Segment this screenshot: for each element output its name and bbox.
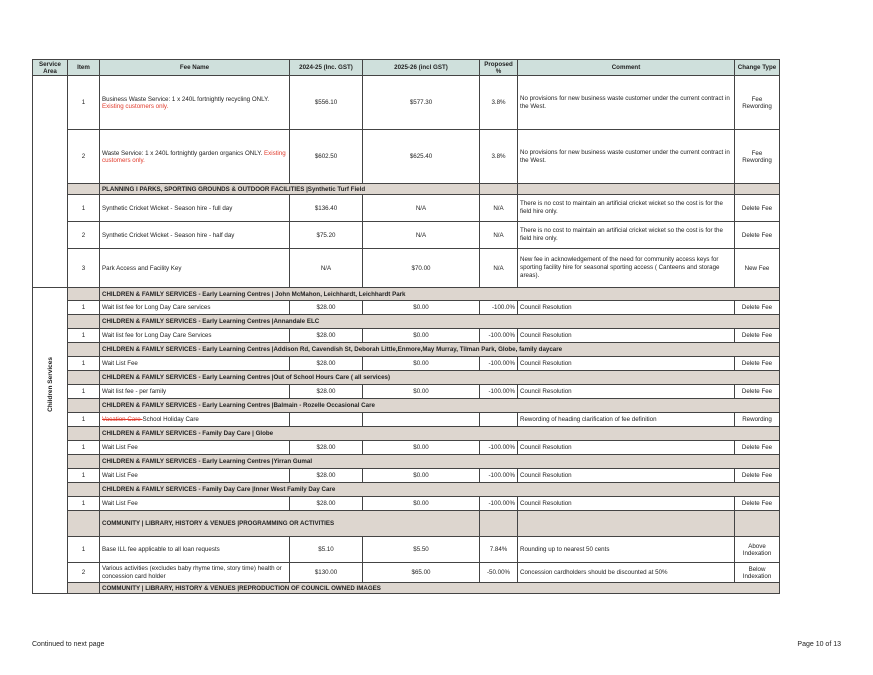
- proposed-percent: -100.00%: [480, 385, 518, 399]
- change-type: Fee Rewording: [735, 130, 780, 184]
- fee-name: Wait List Fee: [100, 357, 290, 371]
- section-heading: CHILDREN & FAMILY SERVICES - Early Learning Centres |Yirran Gumal: [100, 455, 780, 469]
- fee-2024-25: $602.50: [290, 130, 363, 184]
- section-heading: PLANNING I PARKS, SPORTING GROUNDS & OUTDOOR FACILITIES |Synthetic Turf Field: [100, 184, 480, 195]
- heading-blank: [480, 184, 518, 195]
- change-type: Delete Fee: [735, 329, 780, 343]
- item-number: 1: [68, 329, 100, 343]
- header-item: Item: [68, 60, 100, 76]
- comment: There is no cost to maintain an artificial cricket wicket so the cost is for the field hire only.: [518, 222, 735, 249]
- fee-2024-25: $130.00: [290, 563, 363, 583]
- item-number: 1: [68, 357, 100, 371]
- fee-name: Various activities (excludes baby rhyme time, story time) health or concession card holder: [100, 563, 290, 583]
- fee-2024-25: $75.20: [290, 222, 363, 249]
- fee-name-note: Existing customers only.: [102, 149, 286, 164]
- item-number: 2: [68, 563, 100, 583]
- section-heading-row: [33, 315, 780, 329]
- fee-2024-25: $28.00: [290, 385, 363, 399]
- header-comment: Comment: [518, 60, 735, 76]
- comment: Council Resolution: [518, 301, 735, 315]
- section-heading: CHILDREN & FAMILY SERVICES - Early Learning Centres | John McMahon, Leichhardt, Leichhardt Park: [100, 288, 780, 301]
- proposed-percent: -100.00%: [480, 357, 518, 371]
- heading-blank: [480, 511, 518, 537]
- table-row: [33, 563, 780, 583]
- section-heading: CHILDREN & FAMILY SERVICES - Early Learning Centres |Balmain - Rozelle Occasional Care: [100, 399, 780, 413]
- item-number: 1: [68, 76, 100, 130]
- header-proposed: Proposed %: [480, 60, 518, 76]
- change-type: New Fee: [735, 249, 780, 288]
- fee-2024-25: $28.00: [290, 357, 363, 371]
- heading-blank: [518, 511, 735, 537]
- table-row: [33, 76, 780, 130]
- table-row: [33, 222, 780, 249]
- fee-name: Wait List Fee: [100, 469, 290, 483]
- comment: New fee in acknowledgement of the need for community access keys for sporting facility hire for seasonal sporting access ( Canteens and storage areas).: [518, 249, 735, 288]
- comment: Council Resolution: [518, 357, 735, 371]
- table-row: [33, 301, 780, 315]
- section-heading: COMMUNITY | LIBRARY, HISTORY & VENUES |PROGRAMMING OR ACTIVITIES: [100, 511, 480, 537]
- change-type: Above Indexation: [735, 537, 780, 563]
- heading-item-cell: [68, 455, 100, 469]
- comment: Council Resolution: [518, 385, 735, 399]
- fee-name-struck: Vacation Care: [102, 416, 143, 423]
- fee-name: [100, 413, 290, 427]
- heading-item-cell: [68, 343, 100, 357]
- section-heading: CHILDREN & FAMILY SERVICES - Early Learning Centres |Annandale ELC: [100, 315, 780, 329]
- change-type: Delete Fee: [735, 222, 780, 249]
- change-type: Delete Fee: [735, 441, 780, 455]
- heading-item-cell: [68, 399, 100, 413]
- heading-item-cell: [68, 315, 100, 329]
- table-row: [33, 195, 780, 222]
- header-2025-26: 2025-26 (incl GST): [363, 60, 480, 76]
- section-heading: CHILDREN & FAMILY SERVICES - Early Learning Centres |Addison Rd, Cavendish St, Deborah Little,Enmore,May Murray, Tilman Park, Globe, family daycare: [100, 343, 780, 357]
- children-services-cell: [33, 288, 68, 483]
- section-heading: CHILDREN & FAMILY SERVICES - Family Day Care |Inner West Family Day Care: [100, 483, 780, 497]
- section-heading: CHILDREN & FAMILY SERVICES - Early Learning Centres |Out of School Hours Care ( all services): [100, 371, 780, 385]
- fee-2025-26: N/A: [363, 222, 480, 249]
- comment: There is no cost to maintain an artificial cricket wicket so the cost is for the field hire only.: [518, 195, 735, 222]
- section-heading-row: [33, 511, 780, 537]
- fee-2025-26: $0.00: [363, 385, 480, 399]
- proposed-percent: -100.00%: [480, 497, 518, 511]
- fee-name: [100, 130, 290, 184]
- comment: No provisions for new business waste customer under the current contract in the West.: [518, 76, 735, 130]
- fee-name: Synthetic Cricket Wicket - Season hire - half day: [100, 222, 290, 249]
- proposed-percent: -100.00%: [480, 441, 518, 455]
- table-row: [33, 249, 780, 288]
- change-type: Delete Fee: [735, 469, 780, 483]
- fee-name: Synthetic Cricket Wicket - Season hire - full day: [100, 195, 290, 222]
- fee-name: Wait list fee for Long Day Care services: [100, 301, 290, 315]
- fee-name-text: Waste Service: 1 x 240L fortnightly garden organics ONLY.: [102, 149, 264, 157]
- fee-name: Wait list fee - per family: [100, 385, 290, 399]
- table-row: [33, 357, 780, 371]
- item-number: 1: [68, 497, 100, 511]
- fee-2025-26: $65.00: [363, 563, 480, 583]
- comment: Concession cardholders should be discounted at 50%: [518, 563, 735, 583]
- change-type: Delete Fee: [735, 357, 780, 371]
- section-heading-row: [33, 399, 780, 413]
- table-row: [33, 441, 780, 455]
- fee-2024-25: $28.00: [290, 329, 363, 343]
- table-row: [33, 413, 780, 427]
- proposed-percent: -100.00%: [480, 329, 518, 343]
- section-heading-row: [33, 184, 780, 195]
- fee-2025-26: $577.30: [363, 76, 480, 130]
- fee-2025-26: N/A: [363, 195, 480, 222]
- service-area-cell: [33, 483, 68, 594]
- item-number: 1: [68, 469, 100, 483]
- table-header-row: [33, 60, 780, 76]
- table-row: [33, 385, 780, 399]
- item-number: 1: [68, 537, 100, 563]
- proposed-percent: N/A: [480, 222, 518, 249]
- change-type: Fee Rewording: [735, 76, 780, 130]
- item-number: 3: [68, 249, 100, 288]
- change-type: Below Indexation: [735, 563, 780, 583]
- fee-schedule-page: [32, 59, 779, 594]
- proposed-percent: [480, 413, 518, 427]
- proposed-percent: N/A: [480, 249, 518, 288]
- change-type: Rewording: [735, 413, 780, 427]
- fee-2024-25: $5.10: [290, 537, 363, 563]
- heading-item-cell: [68, 427, 100, 441]
- fee-2025-26: $0.00: [363, 357, 480, 371]
- proposed-percent: 3.8%: [480, 130, 518, 184]
- fee-name-note: Existing customers only.: [102, 102, 169, 110]
- fee-2025-26: $0.00: [363, 441, 480, 455]
- change-type: Delete Fee: [735, 385, 780, 399]
- fee-2025-26: $0.00: [363, 329, 480, 343]
- heading-item-cell: [68, 371, 100, 385]
- fee-2024-25: $136.40: [290, 195, 363, 222]
- table-row: [33, 497, 780, 511]
- heading-item-cell: [68, 583, 100, 594]
- fee-2025-26: [363, 413, 480, 427]
- fee-name-text: School Holiday Care: [142, 416, 199, 423]
- change-type: Delete Fee: [735, 497, 780, 511]
- fee-name: Wait List Fee: [100, 441, 290, 455]
- comment: No provisions for new business waste customer under the current contract in the West.: [518, 130, 735, 184]
- heading-item-cell: [68, 184, 100, 195]
- fee-2024-25: $28.00: [290, 441, 363, 455]
- fee-name: Base ILL fee applicable to all loan requests: [100, 537, 290, 563]
- fee-2025-26: $625.40: [363, 130, 480, 184]
- item-number: 2: [68, 222, 100, 249]
- fee-2025-26: $0.00: [363, 497, 480, 511]
- section-heading: COMMUNITY | LIBRARY, HISTORY & VENUES |REPRODUCTION OF COUNCIL OWNED IMAGES: [100, 583, 780, 594]
- item-number: 1: [68, 413, 100, 427]
- table-row: [33, 537, 780, 563]
- item-number: 1: [68, 301, 100, 315]
- comment: Council Resolution: [518, 497, 735, 511]
- fee-2024-25: $28.00: [290, 497, 363, 511]
- section-heading-row: [33, 427, 780, 441]
- fee-2025-26: $0.00: [363, 469, 480, 483]
- heading-blank: [735, 184, 780, 195]
- comment: Rounding up to nearest 50 cents: [518, 537, 735, 563]
- children-services-label: Children Services: [46, 356, 54, 412]
- proposed-percent: -50.00%: [480, 563, 518, 583]
- header-service-area: Service Area: [33, 60, 68, 76]
- change-type: Delete Fee: [735, 195, 780, 222]
- header-fee-name: Fee Name: [100, 60, 290, 76]
- comment: Rewording of heading clarification of fee definition: [518, 413, 735, 427]
- fee-table: [32, 59, 780, 594]
- proposed-percent: -100.0%: [480, 301, 518, 315]
- continued-note: Continued to next page: [32, 641, 105, 648]
- proposed-percent: -100.00%: [480, 469, 518, 483]
- section-heading-row: [33, 371, 780, 385]
- section-heading: CHILDREN & FAMILY SERVICES - Family Day Care | Globe: [100, 427, 780, 441]
- fee-name: Wait List Fee: [100, 497, 290, 511]
- fee-2024-25: N/A: [290, 249, 363, 288]
- service-area-cell: [33, 76, 68, 288]
- fee-name-text: Business Waste Service: 1 x 240L fortnightly recycling ONLY.: [102, 95, 270, 103]
- section-heading-row: [33, 455, 780, 469]
- page-number: Page 10 of 13: [797, 641, 841, 648]
- fee-2024-25: $28.00: [290, 301, 363, 315]
- header-change-type: Change Type: [735, 60, 780, 76]
- table-row: [33, 329, 780, 343]
- fee-2024-25: [290, 413, 363, 427]
- item-number: 1: [68, 441, 100, 455]
- item-number: 2: [68, 130, 100, 184]
- table-row: [33, 130, 780, 184]
- item-number: 1: [68, 195, 100, 222]
- header-2024-25: 2024-25 (Inc. GST): [290, 60, 363, 76]
- section-heading-row: [33, 288, 780, 301]
- table-row: [33, 469, 780, 483]
- item-number: 1: [68, 385, 100, 399]
- heading-item-cell: [68, 511, 100, 537]
- proposed-percent: N/A: [480, 195, 518, 222]
- change-type: Delete Fee: [735, 301, 780, 315]
- fee-name: Wait list fee for Long Day Care Services: [100, 329, 290, 343]
- section-heading-row: [33, 343, 780, 357]
- fee-name: Park Access and Facility Key: [100, 249, 290, 288]
- proposed-percent: 3.8%: [480, 76, 518, 130]
- fee-2025-26: $0.00: [363, 301, 480, 315]
- comment: Council Resolution: [518, 329, 735, 343]
- fee-2024-25: $556.10: [290, 76, 363, 130]
- heading-item-cell: [68, 288, 100, 301]
- proposed-percent: 7.84%: [480, 537, 518, 563]
- heading-blank: [735, 511, 780, 537]
- heading-blank: [518, 184, 735, 195]
- section-heading-row: [33, 483, 780, 497]
- heading-item-cell: [68, 483, 100, 497]
- fee-2025-26: $5.50: [363, 537, 480, 563]
- fee-2025-26: $70.00: [363, 249, 480, 288]
- comment: Council Resolution: [518, 469, 735, 483]
- fee-name: [100, 76, 290, 130]
- fee-2024-25: $28.00: [290, 469, 363, 483]
- comment: Council Resolution: [518, 441, 735, 455]
- section-heading-row: [33, 583, 780, 594]
